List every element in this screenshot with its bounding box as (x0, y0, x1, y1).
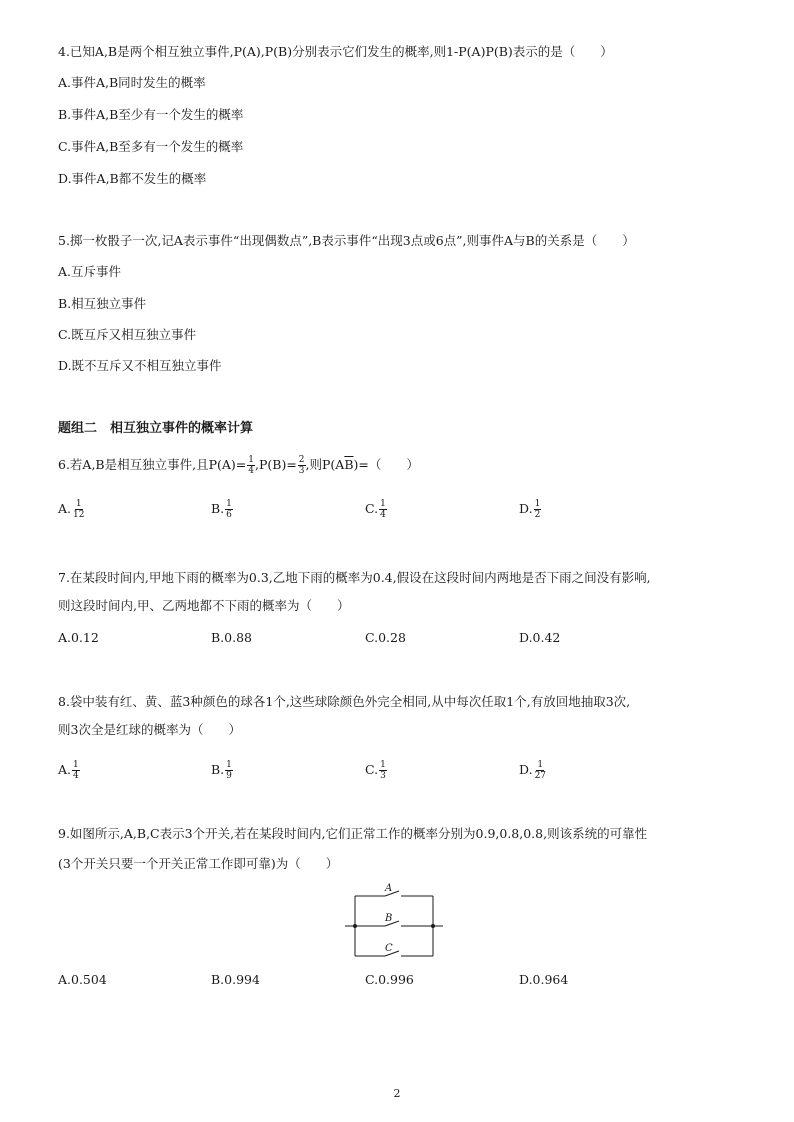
q8-option-d: D. $\frac{1}{27}$ (519, 760, 547, 781)
q6-option-d: D. $\frac{1}{2}$ (519, 499, 541, 520)
q4-option-c: C.事件A,B至多有一个发生的概率 (58, 139, 244, 154)
q9-option-b: B.0.994 (211, 972, 260, 987)
parallel-circuit-diagram (345, 882, 445, 966)
q8-option-c: C. $\frac{1}{3}$ (365, 760, 386, 781)
q9-option-d: D.0.964 (519, 972, 569, 987)
q8-option-b: B. $\frac{1}{9}$ (211, 760, 232, 781)
q6-stem: 6.若A,B是相互独立事件,且P(A)= $\frac{1}{4}$ ,P(B)= $\frac{2}{3}$ ,则$P(A\overline{B})=$（ ） (58, 455, 419, 476)
section-heading: 题组二 相互独立事件的概率计算 (58, 421, 254, 436)
q6-pa-fraction: $\frac{1}{4}$ (248, 455, 254, 476)
switch-label-a: A (385, 883, 393, 894)
q8-stem-line2: 则3次全是红球的概率为（ ） (58, 722, 241, 737)
q7-option-a: A.0.12 (58, 630, 99, 645)
q5-option-b: B.相互独立事件 (58, 296, 147, 311)
q5-option-d: D.既不互斥又不相互独立事件 (58, 358, 222, 373)
switch-label-c: C (385, 943, 393, 954)
q4-option-b: B.事件A,B至少有一个发生的概率 (58, 107, 244, 122)
q9-option-c: C.0.996 (365, 972, 414, 987)
q4-stem: 4.已知A,B是两个相互独立事件,P(A),P(B)分别表示它们发生的概率,则1-P(A)P(B)表示的是（ ） (58, 44, 613, 59)
page-number: 2 (393, 1087, 401, 1100)
q7-stem-line2: 则这段时间内,甲、乙两地都不下雨的概率为（ ） (58, 598, 350, 613)
q7-stem-line1: 7.在某段时间内,甲地下雨的概率为0.3,乙地下雨的概率为0.4,假设在这段时间内两地是否下雨之间没有影响, (58, 570, 651, 585)
q6-pb-fraction: $\frac{2}{3}$ (298, 455, 305, 476)
q9-stem-line1: 9.如图所示,A,B,C表示3个开关,若在某段时间内,它们正常工作的概率分别为0.9,0.8,0.8,则该系统的可靠性 (58, 826, 648, 841)
q4-option-a: A.事件A,B同时发生的概率 (58, 75, 206, 90)
q9-option-a: A.0.504 (58, 972, 107, 987)
q7-option-c: C.0.28 (365, 630, 406, 645)
q6-option-a: A. $\frac{1}{12}$ (58, 499, 85, 520)
q5-option-a: A.互斥事件 (58, 264, 122, 279)
q6-b-complement: $\overline{B}$ (344, 457, 354, 472)
q6-option-c: C. $\frac{1}{4}$ (365, 499, 386, 520)
q4-option-d: D.事件A,B都不发生的概率 (58, 171, 207, 186)
q9-stem-line2: (3个开关只要一个开关正常工作即可靠)为（ ） (58, 856, 339, 871)
q5-option-c: C.既互斥又相互独立事件 (58, 327, 197, 342)
q8-option-a: A. $\frac{1}{4}$ (58, 760, 79, 781)
q5-stem: 5.掷一枚骰子一次,记A表示事件“出现偶数点”,B表示事件“出现3点或6点”,则事件A与B的关系是（ ） (58, 233, 635, 248)
q8-stem-line1: 8.袋中装有红、黄、蓝3种颜色的球各1个,这些球除颜色外完全相同,从中每次任取1个,有放回地抽取3次, (58, 694, 631, 709)
q6-option-b: B. $\frac{1}{6}$ (211, 499, 232, 520)
switch-label-b: B (385, 913, 393, 924)
q7-option-d: D.0.42 (519, 630, 561, 645)
q7-option-b: B.0.88 (211, 630, 252, 645)
